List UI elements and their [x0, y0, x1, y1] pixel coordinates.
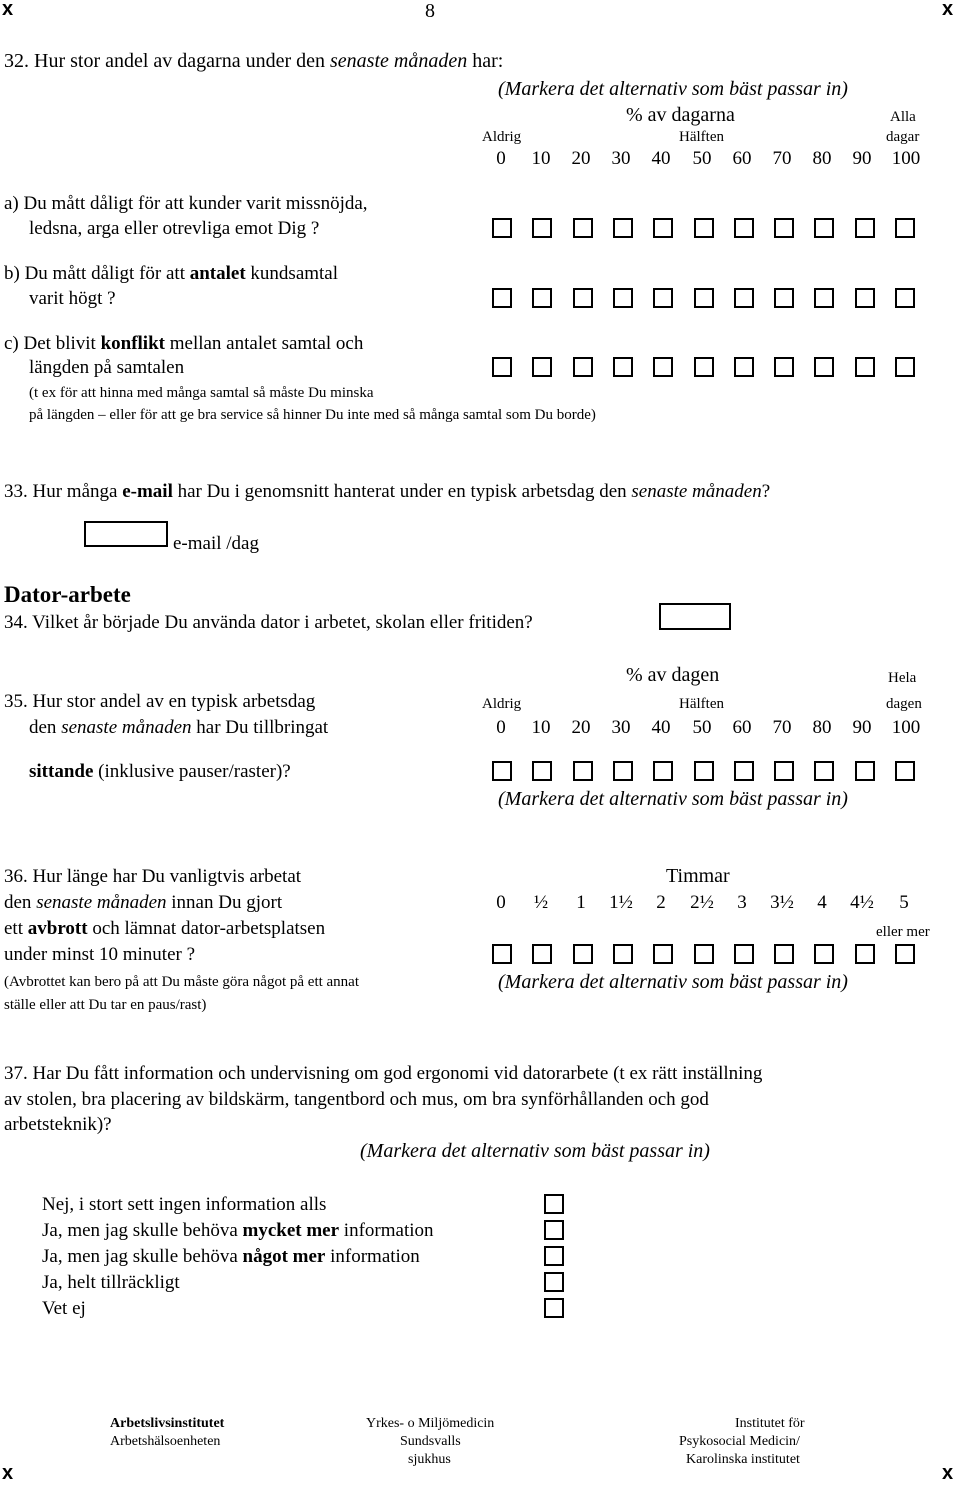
- q35-line2-post: har Du tillbringat: [191, 717, 329, 738]
- rating-checkbox[interactable]: [895, 761, 915, 781]
- q32-scale: [0, 148, 960, 170]
- q35-line3-bold: sittande: [29, 761, 94, 782]
- q33-title: [4, 481, 770, 503]
- footer-left-1: Arbetslivsinstitutet: [110, 1416, 225, 1431]
- footer-right-3: Karolinska institutet: [686, 1452, 800, 1467]
- q37-line2: av stolen, bra placering av bildskärm, tangentbord och mus, om bra synförhållanden och god: [4, 1089, 709, 1110]
- rating-checkbox[interactable]: [492, 288, 512, 308]
- q33-title-em: senaste månaden: [631, 481, 762, 502]
- q32-scale-label: 30: [611, 148, 631, 169]
- q32-scale-label: 90: [852, 148, 872, 169]
- rating-checkbox[interactable]: [855, 357, 875, 377]
- q37-option-label: [42, 1272, 180, 1294]
- rating-checkbox[interactable]: [492, 357, 512, 377]
- q33-title-mid: har Du i genomsnitt hanterat under en typisk arbetsdag den: [172, 481, 632, 502]
- q36-scale-label: 3: [737, 892, 747, 913]
- rating-checkbox[interactable]: [492, 218, 512, 238]
- q33-email-count-field[interactable]: [84, 521, 168, 547]
- q36-line4: under minst 10 minuter ?: [4, 944, 196, 965]
- q32-scale-label: 60: [732, 148, 752, 169]
- q32-scale-title: % av dagarna: [626, 104, 735, 126]
- q37-option-checkbox[interactable]: [544, 1194, 564, 1214]
- q32-scale-label: 0: [496, 148, 506, 169]
- q33-title-bold: e-mail: [122, 481, 173, 502]
- q35-scale-label: 50: [692, 717, 712, 738]
- q35-scale-label: 20: [571, 717, 591, 738]
- rating-checkbox[interactable]: [734, 357, 754, 377]
- q37-instruction: (Markera det alternativ som bäst passar in): [360, 1140, 710, 1162]
- q32-title-pre: 32. Hur stor andel av dagarna under den: [4, 50, 330, 72]
- rating-checkbox[interactable]: [613, 761, 633, 781]
- q32b-line1-post: kundsamtal: [245, 263, 339, 284]
- q36-line3: [4, 918, 325, 940]
- q37-option-checkbox[interactable]: [544, 1298, 564, 1318]
- rating-checkbox[interactable]: [814, 218, 834, 238]
- corner-mark-top-left: x: [2, 0, 14, 20]
- rating-checkbox[interactable]: [532, 357, 552, 377]
- rating-checkbox[interactable]: [734, 761, 754, 781]
- rating-checkbox[interactable]: [613, 944, 633, 964]
- rating-checkbox[interactable]: [653, 761, 673, 781]
- q36-scale-label: 4½: [850, 892, 874, 913]
- q36-scale-label: 1½: [609, 892, 633, 913]
- q35-scale-label: 30: [611, 717, 631, 738]
- rating-checkbox[interactable]: [573, 357, 593, 377]
- q32c-line1-pre: c) Det blivit: [4, 333, 101, 354]
- rating-checkbox[interactable]: [573, 288, 593, 308]
- rating-checkbox[interactable]: [694, 944, 714, 964]
- q35-line3: [29, 761, 291, 783]
- page-number: 8: [425, 0, 435, 22]
- q32b-line2: varit högt ?: [29, 288, 116, 309]
- rating-checkbox[interactable]: [492, 944, 512, 964]
- footer-right-2: Psykosocial Medicin/: [679, 1434, 800, 1449]
- q32-scale-label: 70: [772, 148, 792, 169]
- q37-option-post: information: [339, 1220, 434, 1241]
- rating-checkbox[interactable]: [855, 761, 875, 781]
- q37-option-pre: Vet ej: [42, 1298, 86, 1319]
- q36-note2: ställe eller att Du tar en paus/rast): [4, 997, 207, 1013]
- q36-scale-label: 2: [656, 892, 666, 913]
- rating-checkbox[interactable]: [694, 761, 714, 781]
- q35-scale-label: 90: [852, 717, 872, 738]
- q32-scale-label: 50: [692, 148, 712, 169]
- q36-scale-label: 3½: [770, 892, 794, 913]
- q37-option-label: [42, 1298, 86, 1320]
- q36-line1: 36. Hur länge har Du vanligtvis arbetat: [4, 866, 302, 887]
- q32c-line1-bold: konflikt: [100, 333, 165, 354]
- q32a-line2: ledsna, arga eller otrevliga emot Dig ?: [29, 218, 320, 239]
- q35-instruction: (Markera det alternativ som bäst passar in): [498, 788, 848, 810]
- q32-title: [4, 50, 503, 73]
- q35-scale-label: 60: [732, 717, 752, 738]
- footer-mid-3: sjukhus: [408, 1452, 451, 1467]
- q36-scale-label: ½: [533, 892, 549, 913]
- rating-checkbox[interactable]: [855, 218, 875, 238]
- q33-title-post: ?: [761, 481, 771, 502]
- q36-scale-label: 2½: [690, 892, 714, 913]
- q32-label-right-1: Alla: [890, 109, 916, 125]
- q37-option-label: [42, 1194, 326, 1216]
- rating-checkbox[interactable]: [734, 944, 754, 964]
- q32a-line1: a) Du mått dåligt för att kunder varit missnöjda,: [4, 193, 368, 214]
- q35-scale-label: 10: [531, 717, 551, 738]
- rating-checkbox[interactable]: [694, 288, 714, 308]
- q33-title-pre: 33. Hur många: [4, 481, 123, 502]
- rating-checkbox[interactable]: [613, 218, 633, 238]
- q37-option-pre: Ja, helt tillräckligt: [42, 1272, 180, 1293]
- q36-line2-pre: den: [4, 892, 37, 913]
- q37-option-bold: mycket mer: [242, 1220, 340, 1241]
- q37-option-label: [42, 1246, 420, 1268]
- q32-title-post: har:: [467, 50, 504, 72]
- q35-scale-label: 0: [496, 717, 506, 738]
- corner-mark-top-right: x: [942, 0, 954, 20]
- rating-checkbox[interactable]: [532, 288, 552, 308]
- q37-option-checkbox[interactable]: [544, 1220, 564, 1240]
- footer-left-2: Arbetshälsoenheten: [110, 1434, 221, 1449]
- q37-option-pre: Nej, i stort sett ingen information alls: [42, 1194, 327, 1215]
- q37-option-label: [42, 1220, 434, 1242]
- corner-mark-bottom-left: x: [2, 1462, 14, 1484]
- rating-checkbox[interactable]: [694, 218, 714, 238]
- q36-scale-label: 1: [576, 892, 586, 913]
- q32b-line1-pre: b) Du mått dåligt för att: [4, 263, 190, 284]
- q36-line3-post: och lämnat dator-arbetsplatsen: [87, 918, 326, 939]
- q37-option-bold: något mer: [242, 1246, 326, 1267]
- footer-mid-2: Sundsvalls: [400, 1434, 461, 1449]
- rating-checkbox[interactable]: [774, 761, 794, 781]
- rating-checkbox[interactable]: [734, 288, 754, 308]
- q32-label-mid: Hälften: [679, 129, 724, 145]
- q36-scale-label: 0: [496, 892, 506, 913]
- rating-checkbox[interactable]: [814, 944, 834, 964]
- corner-mark-bottom-right: x: [942, 1462, 954, 1484]
- rating-checkbox[interactable]: [814, 761, 834, 781]
- q35-scale: [0, 717, 960, 739]
- q32c-line1-post: mellan antalet samtal och: [164, 333, 364, 354]
- footer-mid-1: Yrkes- o Miljömedicin: [366, 1416, 495, 1431]
- rating-checkbox[interactable]: [532, 944, 552, 964]
- rating-checkbox[interactable]: [613, 288, 633, 308]
- q36-instruction: (Markera det alternativ som bäst passar in): [498, 971, 848, 993]
- q36-line3-pre: ett: [4, 918, 28, 939]
- q36-line3-bold: avbrott: [27, 918, 88, 939]
- rating-checkbox[interactable]: [573, 761, 593, 781]
- q32-scale-label: 40: [651, 148, 671, 169]
- rating-checkbox[interactable]: [774, 357, 794, 377]
- q35-label-right-2: dagen: [886, 696, 922, 712]
- q32-scale-label: 20: [571, 148, 591, 169]
- q37-line1: 37. Har Du fått information och undervisning om god ergonomi vid datorarbete (t ex rätt inställning: [4, 1063, 763, 1084]
- q32-label-left: Aldrig: [482, 129, 522, 145]
- q36-note1: (Avbrottet kan bero på att Du måste göra något på ett annat: [4, 974, 360, 990]
- q32-scale-label: 10: [531, 148, 551, 169]
- rating-checkbox[interactable]: [734, 218, 754, 238]
- q32c-note2: på längden – eller för att ge bra service så hinner Du inte med så många samtal som Du borde): [29, 407, 596, 423]
- q32-label-right-2: dagar: [886, 129, 920, 145]
- q35-line2-em: senaste månaden: [61, 717, 192, 738]
- rating-checkbox[interactable]: [814, 288, 834, 308]
- rating-checkbox[interactable]: [573, 218, 593, 238]
- q32-title-em: senaste månaden: [330, 50, 468, 72]
- q37-option-checkbox[interactable]: [544, 1246, 564, 1266]
- rating-checkbox[interactable]: [653, 218, 673, 238]
- q35-scale-label: 40: [651, 717, 671, 738]
- rating-checkbox[interactable]: [774, 944, 794, 964]
- q32-scale-label: 100: [891, 148, 921, 169]
- q35-line2-pre: den: [29, 717, 62, 738]
- rating-checkbox[interactable]: [653, 357, 673, 377]
- rating-checkbox[interactable]: [573, 944, 593, 964]
- rating-checkbox[interactable]: [855, 288, 875, 308]
- rating-checkbox[interactable]: [613, 357, 633, 377]
- rating-checkbox[interactable]: [532, 218, 552, 238]
- rating-checkbox[interactable]: [895, 218, 915, 238]
- rating-checkbox[interactable]: [774, 218, 794, 238]
- rating-checkbox[interactable]: [694, 357, 714, 377]
- q35-label-right-1: Hela: [888, 670, 917, 686]
- q36-scale-label: 4: [817, 892, 827, 913]
- q36-label-right: eller mer: [876, 924, 930, 940]
- q36-line2-em: senaste månaden: [36, 892, 167, 913]
- q32-scale-label: 80: [812, 148, 832, 169]
- q35-scale-label: 70: [772, 717, 792, 738]
- rating-checkbox[interactable]: [895, 944, 915, 964]
- q35-label-mid: Hälften: [679, 696, 724, 712]
- q35-label-left: Aldrig: [482, 696, 522, 712]
- q34-year-field[interactable]: [659, 603, 731, 630]
- rating-checkbox[interactable]: [895, 357, 915, 377]
- q35-line1: 35. Hur stor andel av en typisk arbetsdag: [4, 691, 316, 712]
- section-heading: Dator-arbete: [4, 582, 131, 607]
- q32-instruction: (Markera det alternativ som bäst passar in): [498, 78, 848, 100]
- footer-right-1: Institutet för: [735, 1416, 805, 1431]
- q35-line3-post: (inklusive pauser/raster)?: [93, 761, 291, 782]
- q32c-line1: [4, 333, 363, 355]
- q32b-line1-bold: antalet: [189, 263, 246, 284]
- rating-checkbox[interactable]: [814, 357, 834, 377]
- q37-option-pre: Ja, men jag skulle behöva: [42, 1220, 243, 1241]
- q35-scale-label: 100: [891, 717, 921, 738]
- rating-checkbox[interactable]: [492, 761, 512, 781]
- q34-title: 34. Vilket år började Du använda dator i arbetet, skolan eller fritiden?: [4, 612, 533, 633]
- q37-line3: arbetsteknik)?: [4, 1114, 112, 1135]
- q35-scale-title: % av dagen: [626, 664, 720, 686]
- q37-option-pre: Ja, men jag skulle behöva: [42, 1246, 243, 1267]
- rating-checkbox[interactable]: [532, 761, 552, 781]
- q32c-note1: (t ex för att hinna med många samtal så måste Du minska: [29, 385, 374, 401]
- q33-unit: e-mail /dag: [173, 533, 259, 554]
- q32b-line1: [4, 263, 338, 285]
- q36-scale-title: Timmar: [666, 865, 730, 887]
- q37-option-checkbox[interactable]: [544, 1272, 564, 1292]
- rating-checkbox[interactable]: [895, 288, 915, 308]
- rating-checkbox[interactable]: [653, 288, 673, 308]
- q32c-line2: längden på samtalen: [29, 357, 185, 378]
- rating-checkbox[interactable]: [653, 944, 673, 964]
- q36-line2-post: innan Du gjort: [166, 892, 283, 913]
- rating-checkbox[interactable]: [855, 944, 875, 964]
- rating-checkbox[interactable]: [774, 288, 794, 308]
- q37-option-post: information: [325, 1246, 420, 1267]
- q36-scale-label: 5: [899, 892, 909, 913]
- q36-scale: [0, 892, 960, 914]
- q35-scale-label: 80: [812, 717, 832, 738]
